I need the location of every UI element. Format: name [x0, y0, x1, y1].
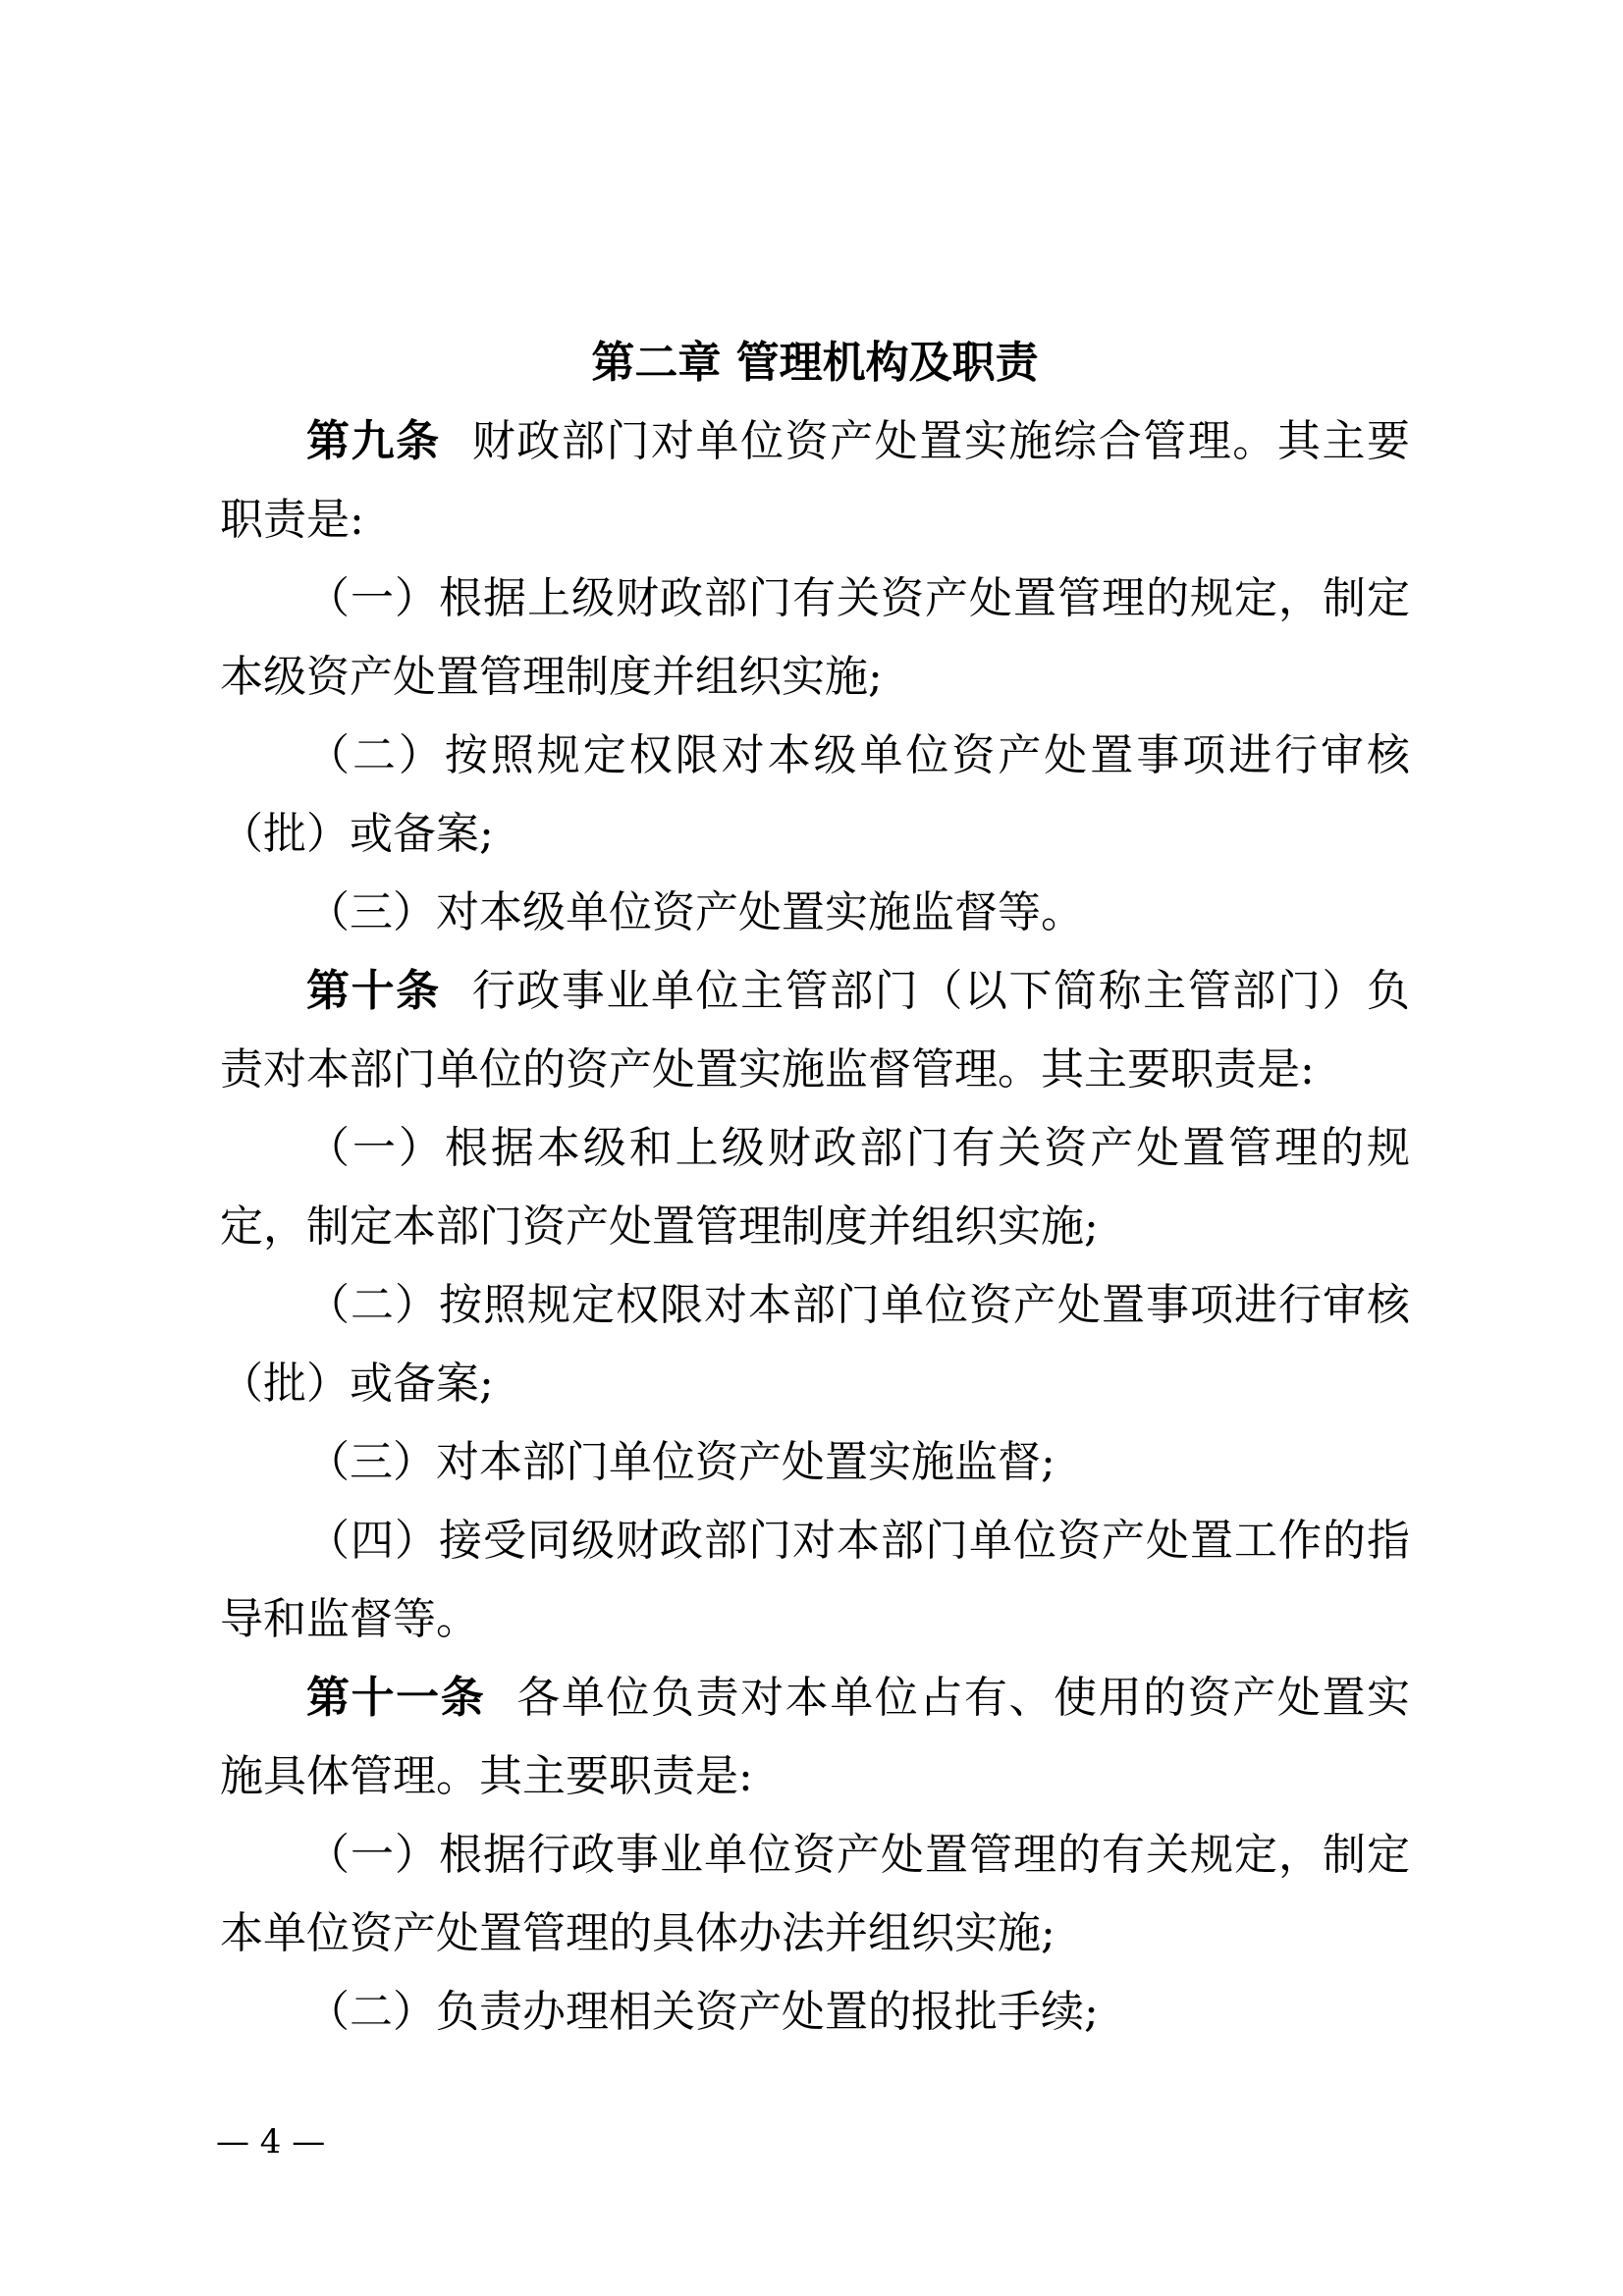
- article-item: （二）按照规定权限对本级单位资产处置事项进行审核（批）或备案;: [220, 730, 1410, 859]
- article-item: （一）根据本级和上级财政部门有关资产处置管理的规定，制定本部门资产处置管理制度并组织实施;: [220, 1123, 1410, 1252]
- article-item: （三）对本部门单位资产处置实施监督;: [306, 1437, 1055, 1487]
- article-item: （二）按照规定权限对本部门单位资产处置事项进行审核（批）或备案;: [220, 1280, 1410, 1409]
- article-item: （一）根据行政事业单位资产处置管理的有关规定，制定本单位资产处置管理的具体办法并组织实施;: [220, 1830, 1410, 1958]
- page-number: — 4 —: [216, 2122, 326, 2162]
- article-label: 第十条: [306, 966, 441, 1016]
- article-item: （三）对本级单位资产处置实施监督等。: [306, 887, 1084, 937]
- article-paragraph: [220, 952, 1410, 1109]
- article-item: （四）接受同级财政部门对本部门单位资产处置工作的指导和监督等。: [220, 1516, 1410, 1644]
- document-body: [220, 324, 1410, 2052]
- chapter-title: 第二章 管理机构及职责: [591, 338, 1039, 388]
- article-label: 第十一条: [306, 1673, 486, 1723]
- article-text: 各单位负责对本单位占有、使用的资产处置实施具体管理。其主要职责是:: [220, 1673, 1411, 1801]
- article-item: （一）根据上级财政部门有关资产处置管理的规定，制定本级资产处置管理制度并组织实施;: [220, 573, 1410, 702]
- article-text: 财政部门对单位资产处置实施综合管理。其主要职责是:: [220, 416, 1411, 545]
- article-paragraph: [220, 402, 1410, 560]
- article-item: （二）负责办理相关资产处置的报批手续;: [306, 1987, 1099, 2037]
- article-paragraph: [220, 1659, 1410, 1816]
- article-text: 行政事业单位主管部门（以下简称主管部门）负责对本部门单位的资产处置实施监督管理。其主要职责是:: [220, 966, 1411, 1095]
- article-label: 第九条: [306, 416, 441, 466]
